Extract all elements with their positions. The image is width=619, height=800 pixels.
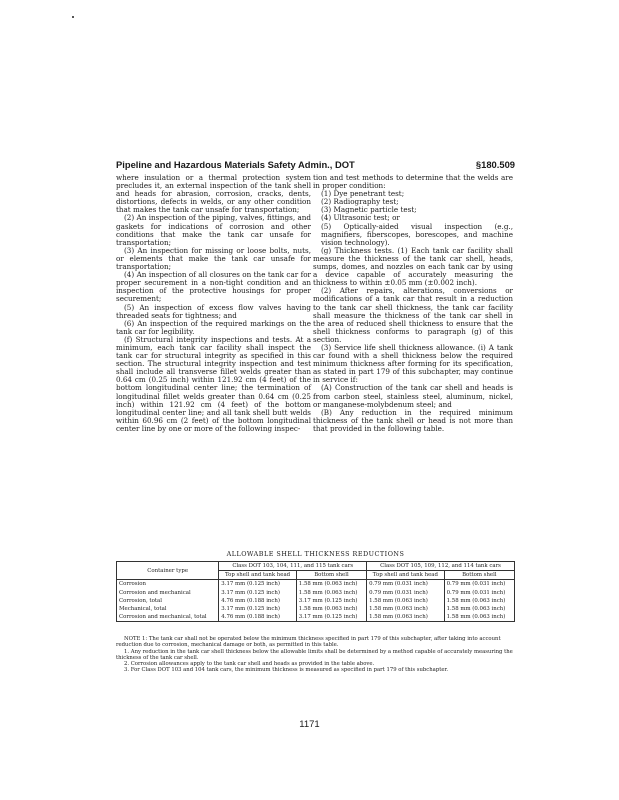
table-row — [117, 589, 515, 597]
left-paragraph: where insulation or a thermal protection system precludes it, an external inspection of the tank shell and heads for abrasion, corrosion, cracks, dents, distortions, defects in welds, or any other condition that makes the tank car unsafe for transportation; — [116, 173, 311, 215]
table-cell: 1.58 mm (0.063 inch) — [444, 597, 514, 605]
left-paragraph: (6) An inspection of the required markings on the tank car for legibility. — [116, 318, 311, 336]
table-row — [117, 605, 515, 613]
left-paragraph: (f) Structural integrity inspections and tests. At a minimum, each tank car facility shall inspect the tank car for structural integrity as specified in this section. The structural integrity inspection and test shall include all transverse fillet welds greater than 0.64 cm (0.25 inch) within 121.92 cm (4 feet) of the bottom longitudinal center line; the termination of longitudinal fillet welds greater than 0.64 cm (0.25 inch) within 121.92 cm (4 feet) of the bottom longitudinal center line; and all tank shell butt welds within 60.96 cm (2 feet) of the bottom longitudinal center line by one or more of the following inspec- — [116, 334, 311, 433]
scan-speck — [72, 16, 74, 18]
table-cell: Corrosion, total — [117, 597, 219, 605]
table-note: 2. Corrosion allowances apply to the tank car shell and heads as provided in the table above. — [124, 661, 375, 668]
left-paragraph: (5) An inspection of excess flow valves having threaded seats for tightness; and — [116, 302, 311, 320]
table-cell: Mechanical, total — [117, 605, 219, 613]
table-cell: 0.79 mm (0.031 inch) — [444, 580, 514, 589]
table-cell: Corrosion and mechanical, total — [117, 613, 219, 622]
table-title: ALLOWABLE SHELL THICKNESS REDUCTIONS — [226, 550, 405, 558]
page-number: 1171 — [299, 719, 320, 730]
table-note: 1. Any reduction in the tank car shell thickness below the allowable limits shall be determined by a method capable of accurately measuring the thickness of the tank car shell. — [116, 648, 513, 661]
right-paragraph: (A) Construction of the tank car shell and heads is from carbon steel, stainless steel, aluminum, nickel, or manganese-molybdenum steel; and — [313, 383, 513, 409]
left-paragraph: (2) An inspection of the piping, valves, fittings, and gaskets for indications of corrosion and other conditions that make the tank car unsafe for transportation; — [116, 213, 311, 247]
column-header: Bottom shell — [444, 571, 514, 580]
table-cell: 0.79 mm (0.031 inch) — [367, 589, 445, 597]
table-cell: 3.17 mm (0.125 inch) — [219, 589, 297, 597]
allowable-thickness-table — [116, 561, 515, 622]
table-cell: 4.76 mm (0.188 inch) — [219, 597, 297, 605]
right-list-item: (1) Dye penetrant test; — [321, 189, 405, 199]
table-notes — [116, 636, 515, 674]
table-cell: 1.58 mm (0.063 inch) — [444, 613, 514, 622]
right-list-item: (3) Magnetic particle test; — [321, 205, 417, 215]
table-row — [117, 597, 515, 605]
right-list-item: (2) Radiography test; — [321, 197, 399, 207]
right-list-item: (4) Ultrasonic test; or — [321, 213, 400, 223]
table-cell: 1.58 mm (0.063 inch) — [367, 597, 445, 605]
table-cell: 1.58 mm (0.063 inch) — [367, 613, 445, 622]
column-group-header: Class DOT 103, 104, 111, and 115 tank cars — [219, 562, 367, 571]
table-note: 3. For Class DOT 103 and 104 tank cars, the minimum thickness is measured as specified in part 179 of this subchapter. — [124, 667, 449, 674]
left-paragraph: (3) An inspection for missing or loose bolts, nuts, or elements that make the tank car unsafe for transportation; — [116, 245, 311, 272]
left-paragraph: (4) An inspection of all closures on the tank car for proper securement in a non-tight condition and an inspection of the protective housings for proper securement; — [116, 270, 311, 304]
table-cell: 1.58 mm (0.063 inch) — [296, 580, 366, 589]
table-cell: 1.58 mm (0.063 inch) — [296, 605, 366, 613]
table-cell: 0.79 mm (0.031 inch) — [367, 580, 445, 589]
right-paragraph: (3) Service life shell thickness allowance. (i) A tank car found with a shell thickness below the required minimum thickness after forming for its specification, as stated in part 179 of this subchapter, may continue in service if: — [313, 342, 513, 385]
table-cell: 3.17 mm (0.125 inch) — [219, 605, 297, 613]
right-list-item: (5) Optically-aided visual inspection (e.g., magnifiers, fiberscopes, borescopes, and machine vision technology). — [321, 221, 513, 247]
column-header: Top shell and tank head — [219, 571, 297, 580]
column-header: Bottom shell — [296, 571, 366, 580]
table-cell: Corrosion and mechanical — [117, 589, 219, 597]
table-note: NOTE 1: The tank car shall not be operated below the minimum thickness specified in part 179 of this subchapter, after taking into account reduction due to corrosion, mechanical damage or both, as permitted in this table. — [116, 636, 501, 649]
table-cell: 4.76 mm (0.188 inch) — [219, 613, 297, 622]
running-header — [116, 159, 515, 173]
table-cell: 1.58 mm (0.063 inch) — [367, 605, 445, 613]
table-cell: 1.58 mm (0.063 inch) — [444, 605, 514, 613]
table-row — [117, 580, 515, 589]
right-paragraph: (2) After repairs, alterations, conversions or modifications of a tank car that result in a reduction to the tank car shell thickness, the tank car facility shall measure the thickness of the tank car shell in the area of reduced shell thickness to ensure that the shell thickness conforms to paragraph (g) of this section. — [313, 286, 513, 344]
table-cell: 3.17 mm (0.125 inch) — [296, 597, 366, 605]
table-cell: 3.17 mm (0.125 inch) — [219, 580, 297, 589]
table-cell: 3.17 mm (0.125 inch) — [296, 613, 366, 622]
left-column — [116, 174, 311, 433]
column-header-container-type: Container type — [117, 562, 219, 580]
header-title: Pipeline and Hazardous Materials Safety Admin., DOT — [116, 159, 355, 170]
table-cell: 1.58 mm (0.063 inch) — [296, 589, 366, 597]
table-cell: 0.79 mm (0.031 inch) — [444, 589, 514, 597]
header-section: §180.509 — [475, 159, 515, 170]
right-paragraph: (g) Thickness tests. (1) Each tank car facility shall measure the thickness of the tank car shell, heads, sumps, domes, and nozzles on each tank car by using a device capable of accurately measuring the thickness to within ±0.05 mm (±0.002 inch). — [313, 245, 513, 288]
right-column — [313, 174, 513, 433]
column-group-header: Class DOT 105, 109, 112, and 114 tank cars — [367, 562, 515, 571]
table-row — [117, 613, 515, 622]
column-header: Top shell and tank head — [367, 571, 445, 580]
table-cell: Corrosion — [117, 580, 219, 589]
right-paragraph: (B) Any reduction in the required minimum thickness of the tank shell or head is not more than that provided in the following table. — [313, 407, 513, 433]
right-paragraph: tion and test methods to determine that the welds are in proper condition: — [313, 173, 513, 191]
